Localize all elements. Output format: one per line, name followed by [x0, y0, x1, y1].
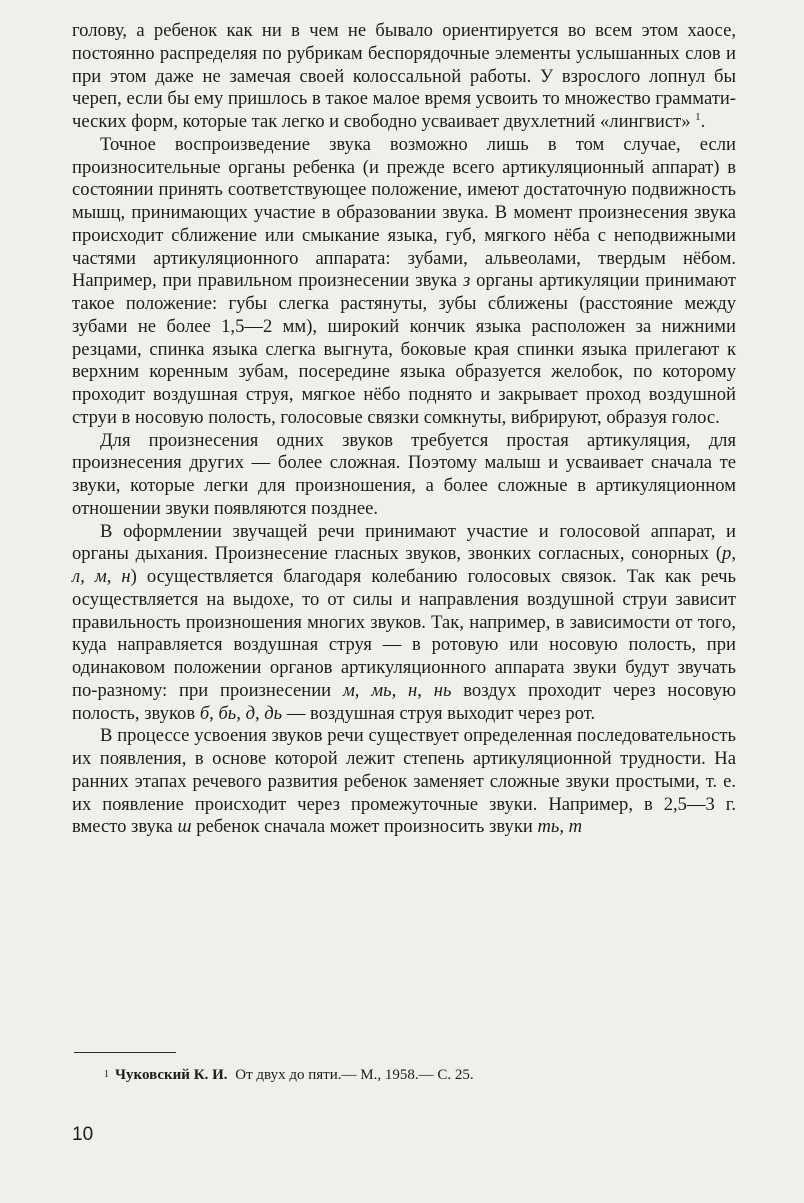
footnote-divider	[74, 1052, 176, 1053]
page-number: 10	[72, 1124, 94, 1145]
footnote-mark: 1	[104, 1069, 109, 1080]
paragraph-5: В процессе усвоения звуков речи существует определенная последовательность их появления, в основе которой лежит степень артикуляционной трудности. На ранних этапах речевого развития ребенок заменяет сложные звуки простыми, т. е. их появление происходит через промежуточные звуки. Например, в 2,5—3 г. вместо звука ш ребенок сначала может произносить звуки ть, т	[72, 725, 736, 838]
main-text-column	[72, 20, 736, 839]
footnote-author: Чуковский К. И.	[115, 1067, 228, 1083]
footnote-reference[interactable]: 1	[695, 110, 701, 123]
paragraph-1: голову, а ребенок как ни в чем не бывало ориентируется во всем этом хаосе, постоянно распределяя по рубрикам беспорядочные элементы услышанных слов и при этом даже не замечая своей колоссальной работы. У взрослого лопнул бы череп, если бы ему пришлось в такое малое время усвоить то множество грамматических форм, которые так легко и свободно усваивает двухлетний «лингвист» $^1$.	[72, 20, 736, 132]
paragraph-2: Точное воспроизведение звука возможно лишь в том случае, если произносительные органы ребенка (и прежде всего артикуляционный аппарат) в состоянии принять соответствующее положение, имеют достаточную подвижность мышц, принимающих участие в образовании звука. В момент произнесения звука происходит сближение или смыкание языка, губ, мягкого нёба с неподвижными частями артикуляционного аппарата: зубами, альвеолами, твердым нёбом. Например, при правильном произнесении звука з органы артикуляции принимают такое положение: губы слегка растянуты, зубы сближены (расстояние между зубами не более 1,5—2 мм), широкий кончик языка расположен за нижними резцами, спинка языка слегка выгнута, боковые края спинки языка прилегают к верхним коренным зубам, посередине языка образуется желобок, по которому проходит воздушная струя, мягкое нёбо поднято и закрывает проход воздушной струи в носовую полость, голосовые связки сомкнуты, вибрируют, образуя голос.	[72, 133, 737, 428]
footnote	[104, 1066, 704, 1084]
paragraph-4: В оформлении звучащей речи принимают участие и голосовой аппарат, и органы дыхания. Произнесение гласных звуков, звонких согласных, сонорных (р, л, м, н) осуществляется благодаря колебанию голосовых связок. Так как речь осуществляется на выдохе, то от силы и направления воздушной струи зависит правильность произношения многих звуков. Так, например, в зависимости от того, куда направляется воздушная струя — в ротовую или носовую полость, при одинаковом положении органов артикуляционного аппарата звуки будут звучать по-разному: при произнесении м, мь, н, нь воздух проходит через носовую полость, звуков б, бь, д, дь — воздушная струя выходит через рот.	[72, 520, 736, 724]
footnote-text: От двух до пяти.— М., 1958.— С. 25.	[235, 1067, 474, 1083]
paragraph-3: Для произнесения одних звуков требуется простая артикуляция, для произнесения других — более сложная. Поэтому малыш и усваивает сначала те звуки, которые легки для произношения, а более сложные в артикуляционном отношении звуки появляются позднее.	[72, 429, 736, 519]
